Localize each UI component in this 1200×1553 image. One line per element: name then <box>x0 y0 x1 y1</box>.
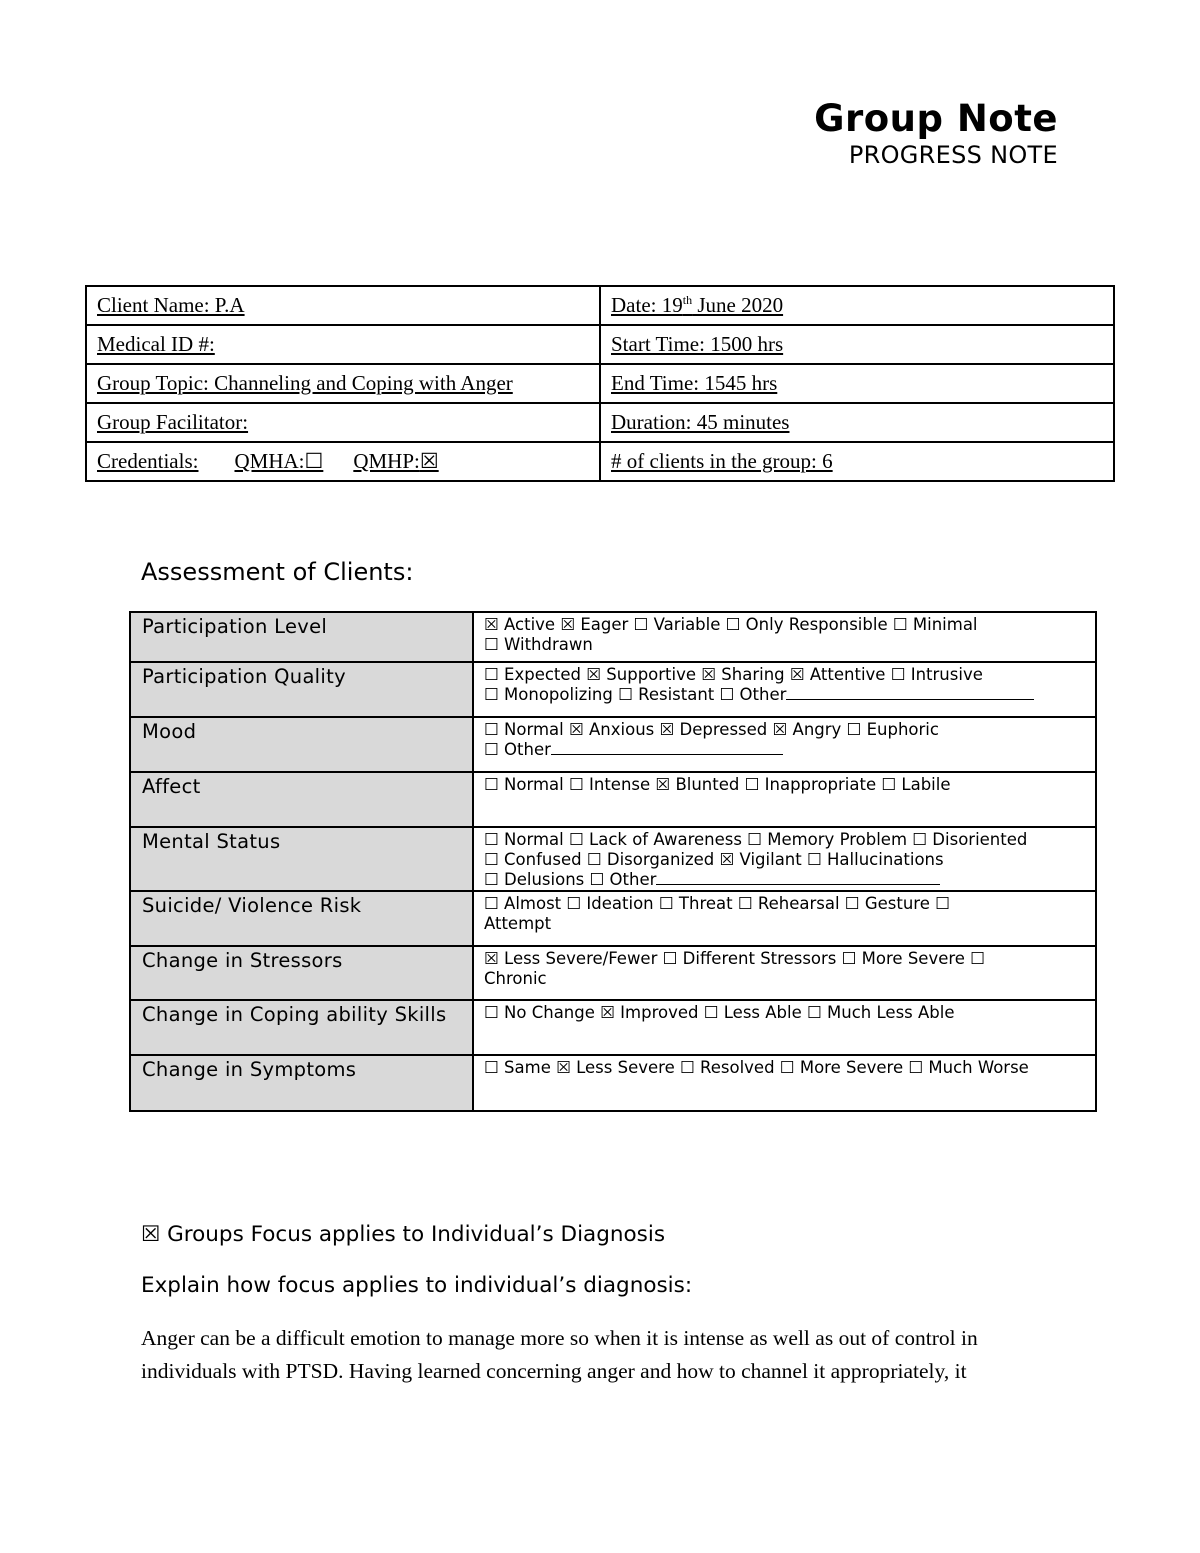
client-name-field: Client Name: P.A <box>86 286 600 325</box>
table-row <box>130 891 1096 946</box>
row-label: Change in Stressors <box>130 946 473 1000</box>
table-row <box>86 325 1114 364</box>
credentials-label: Credentials: <box>97 449 199 473</box>
date-field <box>600 286 1114 325</box>
row-options <box>473 612 1096 662</box>
assessment-table <box>129 611 1097 1112</box>
row-label: Affect <box>130 772 473 827</box>
duration-field: Duration: 45 minutes <box>600 403 1114 442</box>
qmha-checkbox[interactable]: ☐ <box>304 449 324 473</box>
explain-line: Anger can be a difficult emotion to manage more so when it is intense as well as out of control in <box>141 1326 978 1350</box>
options-line[interactable]: ☐ Confused ☐ Disorganized ☒ Vigilant ☐ Hallucinations <box>484 850 944 869</box>
table-row <box>130 827 1096 891</box>
row-label: Change in Symptoms <box>130 1055 473 1111</box>
options-line[interactable]: ☐ Same ☒ Less Severe ☐ Resolved ☐ More Severe ☐ Much Worse <box>484 1058 1029 1077</box>
row-label: Mood <box>130 717 473 772</box>
table-row <box>130 612 1096 662</box>
options-text: ☐ Other <box>484 740 551 759</box>
session-info-table <box>85 285 1115 482</box>
table-row <box>130 772 1096 827</box>
medical-id-label: Medical ID #: <box>97 332 215 356</box>
options-line[interactable]: ☒ Less Severe/Fewer ☐ Different Stressors ☐ More Severe ☐ <box>484 949 985 968</box>
row-label: Participation Quality <box>130 662 473 717</box>
table-row <box>130 1000 1096 1055</box>
options-text: ☐ Delusions ☐ Other <box>484 870 657 889</box>
table-row <box>130 662 1096 717</box>
options-line[interactable] <box>484 870 1085 890</box>
row-label: Suicide/ Violence Risk <box>130 891 473 946</box>
focus-text: Groups Focus applies to Individual’s Diagnosis <box>167 1222 666 1247</box>
group-topic-field: Group Topic: Channeling and Coping with Anger <box>86 364 600 403</box>
options-line[interactable]: ☐ Almost ☐ Ideation ☐ Threat ☐ Rehearsal ☐ Gesture ☐ <box>484 894 950 913</box>
options-line[interactable] <box>484 740 1085 760</box>
options-line[interactable]: ☐ Normal ☐ Intense ☒ Blunted ☐ Inappropriate ☐ Labile <box>484 775 951 794</box>
clients-count-field: # of clients in the group: 6 <box>600 442 1114 481</box>
explain-line: individuals with PTSD. Having learned concerning anger and how to channel it appropriately, it <box>141 1359 967 1383</box>
date-superscript: th <box>682 293 693 307</box>
row-options <box>473 1000 1096 1055</box>
options-line[interactable]: ☒ Active ☒ Eager ☐ Variable ☐ Only Responsible ☐ Minimal <box>484 615 978 634</box>
options-line[interactable]: ☐ Expected ☒ Supportive ☒ Sharing ☒ Attentive ☐ Intrusive <box>484 665 983 684</box>
focus-applies-line <box>141 1220 665 1250</box>
explain-paragraph <box>141 1322 1081 1388</box>
options-text: ☐ Monopolizing ☐ Resistant ☐ Other <box>484 685 787 704</box>
row-options <box>473 827 1096 891</box>
options-line[interactable]: Attempt <box>484 914 552 933</box>
qmhp-checkbox[interactable]: ☒ <box>419 449 439 473</box>
table-row <box>86 286 1114 325</box>
date-suffix: June 2020 <box>692 293 784 317</box>
assessment-heading: Assessment of Clients: <box>141 558 414 586</box>
group-facilitator-field: Group Facilitator: <box>86 403 600 442</box>
options-line[interactable]: ☐ No Change ☒ Improved ☐ Less Able ☐ Much Less Able <box>484 1003 955 1022</box>
table-row <box>86 403 1114 442</box>
row-label: Participation Level <box>130 612 473 662</box>
row-options <box>473 662 1096 717</box>
table-row <box>86 364 1114 403</box>
explain-heading: Explain how focus applies to individual’s diagnosis: <box>141 1273 693 1298</box>
start-time-field: Start Time: 1500 hrs <box>600 325 1114 364</box>
qmhp-label: QMHP: <box>353 449 420 473</box>
focus-checkbox[interactable]: ☒ <box>141 1222 161 1247</box>
table-row <box>130 1055 1096 1111</box>
row-options <box>473 891 1096 946</box>
document-title: Group Note <box>814 97 1058 140</box>
date-prefix: Date: 19 <box>611 293 683 317</box>
options-line[interactable]: ☐ Withdrawn <box>484 635 593 654</box>
credentials-field <box>86 442 600 481</box>
table-row <box>86 442 1114 481</box>
end-time-field: End Time: 1545 hrs <box>600 364 1114 403</box>
row-options <box>473 1055 1096 1111</box>
document-subtitle: PROGRESS NOTE <box>848 141 1058 169</box>
row-label: Change in Coping ability Skills <box>130 1000 473 1055</box>
row-options <box>473 717 1096 772</box>
table-row <box>130 946 1096 1000</box>
options-line[interactable]: ☐ Normal ☒ Anxious ☒ Depressed ☒ Angry ☐ Euphoric <box>484 720 939 739</box>
document-header <box>814 98 1058 170</box>
row-label: Mental Status <box>130 827 473 891</box>
options-line[interactable]: ☐ Normal ☐ Lack of Awareness ☐ Memory Problem ☐ Disoriented <box>484 830 1028 849</box>
other-blank-line[interactable] <box>656 870 940 885</box>
other-blank-line[interactable] <box>786 685 1034 700</box>
row-options <box>473 772 1096 827</box>
table-row <box>130 717 1096 772</box>
medical-id-field <box>86 325 600 364</box>
options-line[interactable] <box>484 685 1085 705</box>
qmha-label: QMHA: <box>234 449 305 473</box>
options-line[interactable]: Chronic <box>484 969 547 988</box>
other-blank-line[interactable] <box>551 740 783 755</box>
row-options <box>473 946 1096 1000</box>
